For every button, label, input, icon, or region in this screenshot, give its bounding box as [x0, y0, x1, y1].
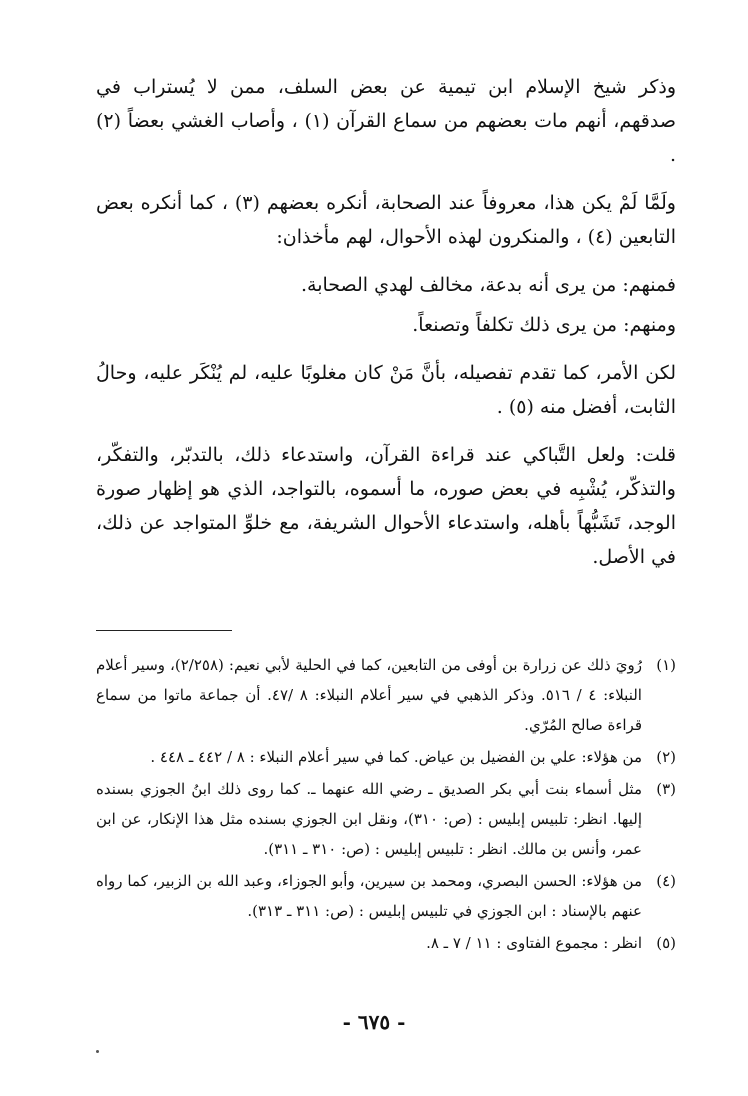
paragraph-5: لكن الأمر، كما تقدم تفصيله، بأنَّ مَنْ كان مغلوبًا عليه، لم يُنْكَر عليه، وحالُ الثابت، أفضل منه (٥) . — [96, 362, 676, 418]
footnote-number: (١) — [656, 656, 676, 674]
footnote-text: من هؤلاء: علي بن الفضيل بن عياض. كما في سير أعلام النبلاء : ٨ / ٤٤٢ ـ ٤٤٨ . — [150, 748, 642, 766]
footnote-5 — [96, 928, 676, 958]
page-number: - ٦٧٥ - — [342, 1010, 406, 1034]
footnote-1 — [96, 650, 676, 740]
footnote-3 — [96, 774, 676, 864]
footnote-text: رُويَ ذلك عن زرارة بن أوفى من التابعين، كما في الحلية لأبي نعيم: (٢/٢٥٨)، وسير أعلام النبلاء: ٤ / ٥١٦. وذكر الذهبي في سير أعلام النبلاء: ٨ /٤٧. أن جماعة ماتوا من سماع قراءة صالح المُرّي. — [96, 656, 642, 734]
paragraph-1: وذكر شيخ الإسلام ابن تيمية عن بعض السلف، ممن لا يُستراب في صدقهم، أنهم مات بعضهم من سماع القرآن (١) ، وأصاب الغشي بعضاً (٢) . — [96, 76, 676, 166]
footnote-number: (٥) — [656, 934, 676, 952]
paragraph-6: قلت: ولعل التَّباكي عند قراءة القرآن، واستدعاء ذلك، بالتدبّر، والتفكّر، والتذكّر، يُشْبِه في بعض صوره، ما أسموه، بالتواجد، الذي هو إظهار صورة الوجد، تَشَبُّهاً بأهله، واستدعاء الأحوال الشريفة، مع خلوِّ المتواجد عن ذلك، في الأصل. — [96, 444, 676, 568]
footnote-number: (٣) — [656, 780, 676, 798]
footnotes — [96, 650, 676, 960]
footnote-4 — [96, 866, 676, 926]
footnote-text: من هؤلاء: الحسن البصري، ومحمد بن سيرين، وأبو الجوزاء، وعبد الله بن الزبير، كما رواه عنهم بالإسناد : ابن الجوزي في تلبيس إبليس : (ص: ٣١١ ـ ٣١٣). — [96, 872, 642, 920]
paragraph-2: ولَمَّا لَمْ يكن هذا، معروفاً عند الصحابة، أنكره بعضهم (٣) ، كما أنكره بعض التابعين (٤) ، والمنكرون لهذه الأحوال، لهم مأخذان: — [96, 192, 676, 248]
footnote-separator — [96, 630, 232, 631]
footnote-text: مثل أسماء بنت أبي بكر الصديق ـ رضي الله عنهما ـ. كما روى ذلك ابنُ الجوزي بسنده إليها. انظر: تلبيس إبليس : (ص: ٣١٠)، ونقل ابن الجوزي بسنده مثل هذا الإنكار، عن ابن عمر، وأنس بن مالك. انظر : تلبيس إبليس : (ص: ٣١٠ ـ ٣١١). — [96, 780, 642, 858]
footnote-text: انظر : مجموع الفتاوى : ١١ / ٧ ـ ٨. — [426, 934, 642, 952]
main-text — [96, 70, 676, 588]
footnote-number: (٤) — [656, 872, 676, 890]
scan-speck — [96, 1050, 99, 1053]
footnote-2 — [96, 742, 676, 772]
paragraph-4: ومنهم: من يرى ذلك تكلفاً وتصنعاً. — [412, 314, 676, 336]
footnote-number: (٢) — [656, 748, 676, 766]
paragraph-3: فمنهم: من يرى أنه بدعة، مخالف لهدي الصحابة. — [300, 274, 676, 296]
